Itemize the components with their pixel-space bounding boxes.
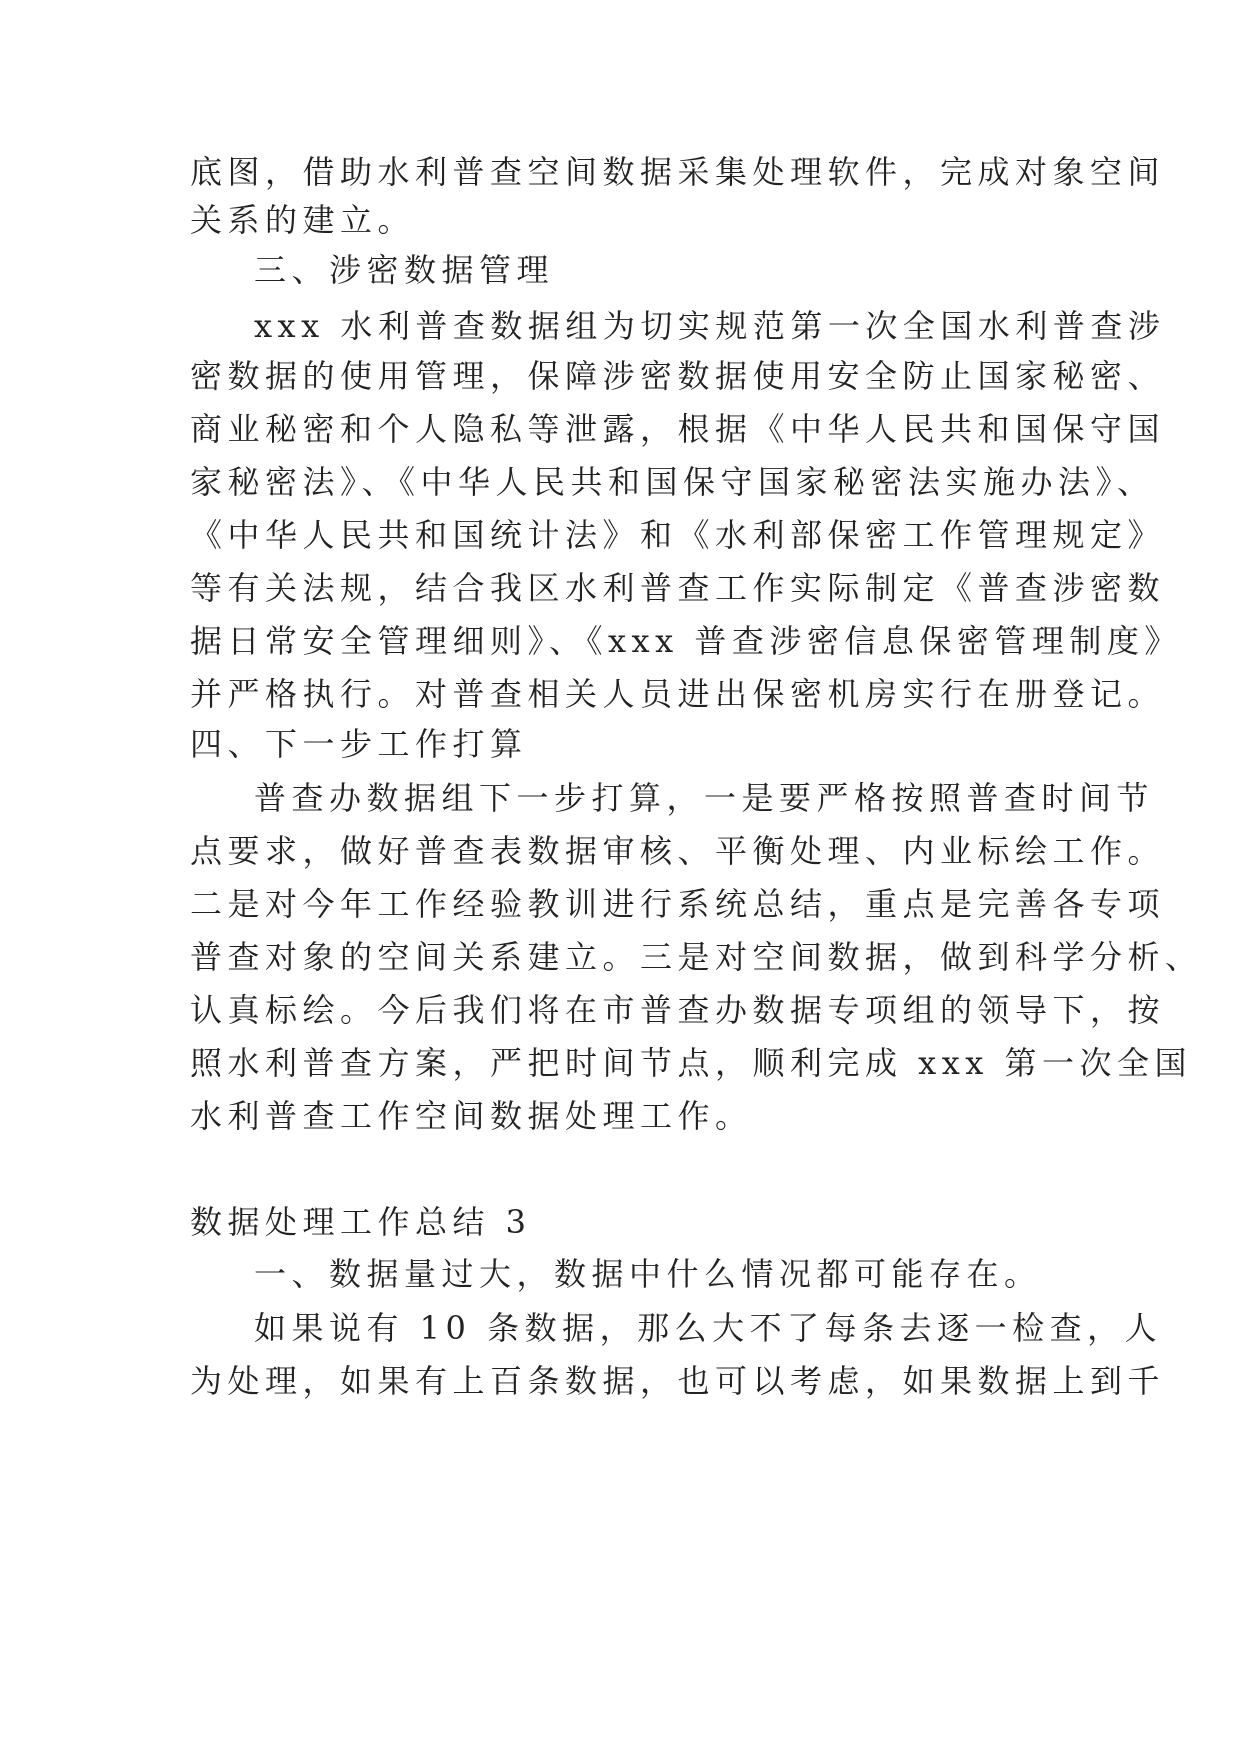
section-heading: 四、下一步工作打算: [190, 725, 528, 763]
paragraph-line: 商业秘密和个人隐私等泄露，根据《中华人民共和国保守国: [190, 410, 1166, 448]
paragraph-line: xxx 水利普查数据组为切实规范第一次全国水利普查涉: [254, 307, 1166, 345]
paragraph-line: 《中华人民共和国统计法》和《水利部保密工作管理规定》: [190, 516, 1166, 554]
paragraph-line: 并严格执行。对普查相关人员进出保密机房实行在册登记。: [190, 675, 1166, 713]
paragraph-line: 认真标绘。今后我们将在市普查办数据专项组的领导下，按: [190, 991, 1166, 1029]
paragraph-line: 密数据的使用管理，保障涉密数据使用安全防止国家秘密、: [190, 357, 1166, 395]
paragraph-line: 点要求，做好普查表数据审核、平衡处理、内业标绘工作。: [190, 832, 1166, 870]
paragraph-line: 照水利普查方案，严把时间节点，顺利完成 xxx 第一次全国: [190, 1044, 1192, 1082]
paragraph-line: 普查办数据组下一步打算，一是要严格按照普查时间节: [254, 779, 1155, 817]
section-heading: 一、数据量过大，数据中什么情况都可能存在。: [254, 1255, 1042, 1293]
paragraph-line: 二是对今年工作经验教训进行系统总结，重点是完善各专项: [190, 885, 1166, 923]
paragraph-line: 据日常安全管理细则》、《xxx 普查涉密信息保密管理制度》: [190, 622, 1182, 660]
paragraph-line: 普查对象的空间关系建立。三是对空间数据，做到科学分析、: [190, 938, 1203, 976]
paragraph-line: 底图，借助水利普查空间数据采集处理软件，完成对象空间: [190, 153, 1166, 191]
section-heading: 三、涉密数据管理: [254, 251, 555, 289]
document-title: 数据处理工作总结 3: [190, 1203, 532, 1241]
paragraph-line: 水利普查工作空间数据处理工作。: [190, 1097, 753, 1135]
paragraph-line: 如果说有 10 条数据，那么大不了每条去逐一检查，人: [254, 1309, 1163, 1347]
paragraph-line: 等有关法规，结合我区水利普查工作实际制定《普查涉密数: [190, 569, 1166, 607]
paragraph-line: 家秘密法》、《中华人民共和国保守国家秘密法实施办法》、: [190, 463, 1155, 501]
paragraph-line: 为处理，如果有上百条数据，也可以考虑，如果数据上到千: [190, 1362, 1166, 1400]
paragraph-line: 关系的建立。: [190, 201, 416, 239]
